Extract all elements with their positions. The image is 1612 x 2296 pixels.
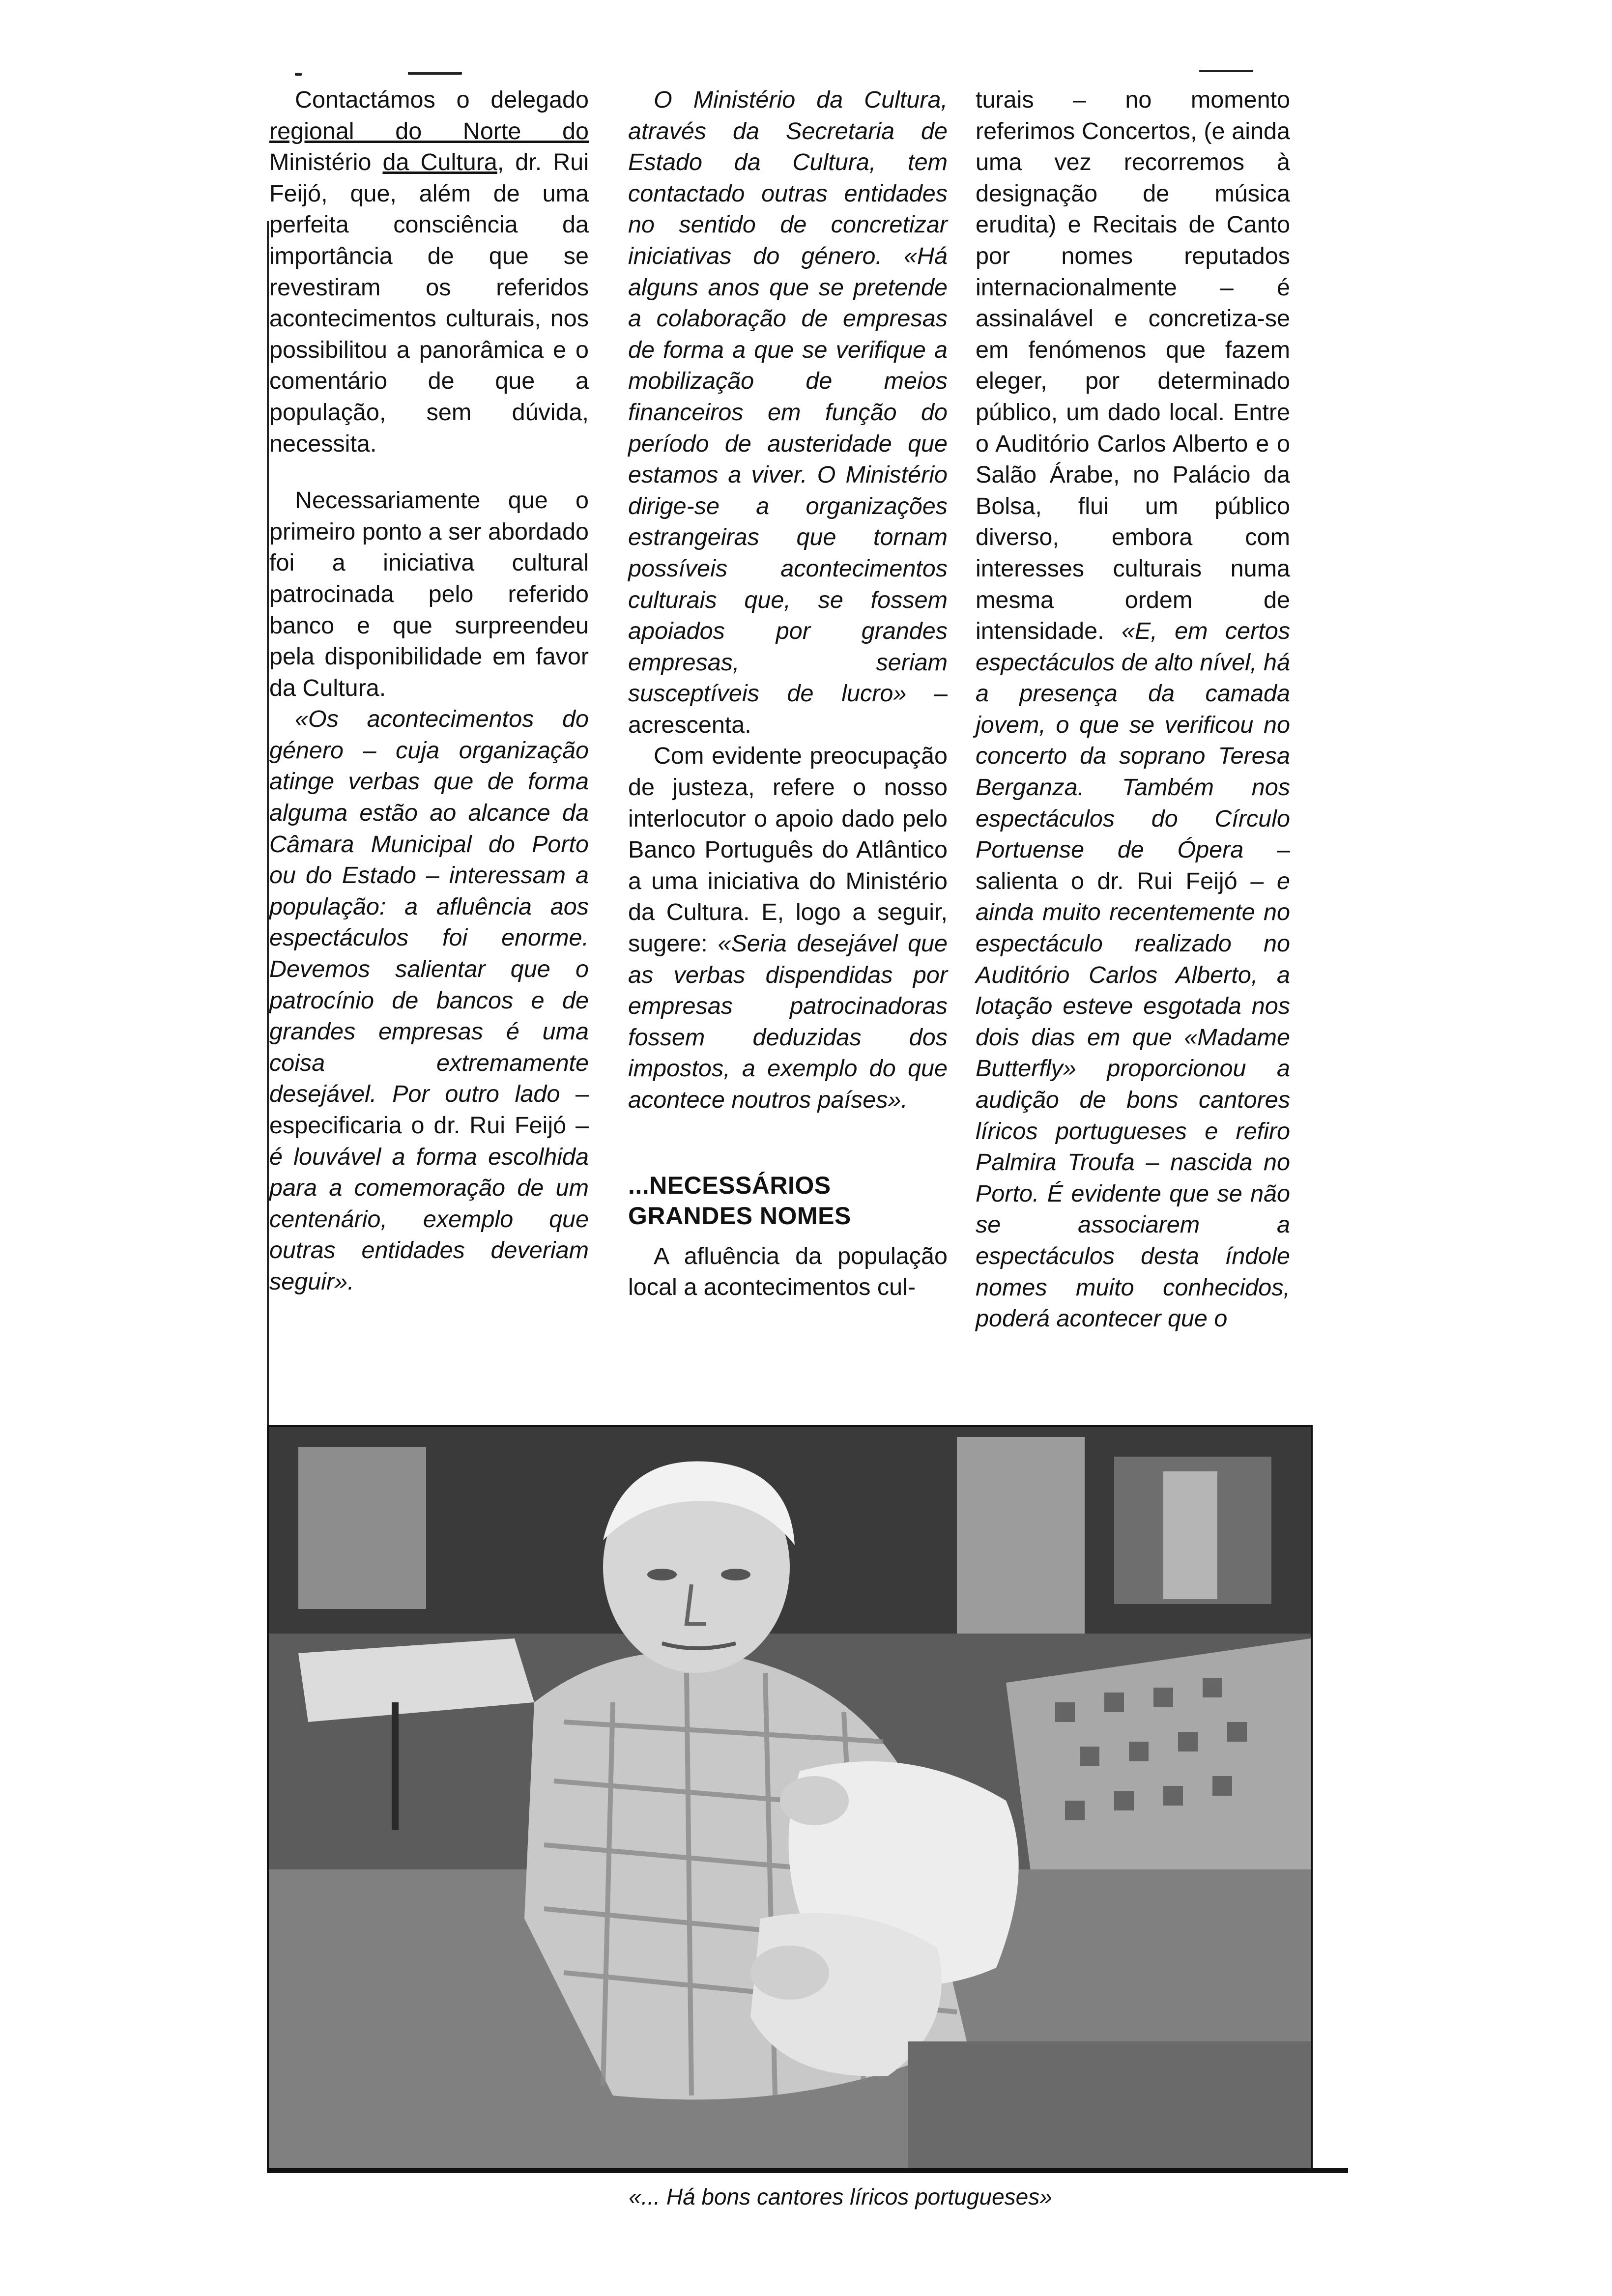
column-rule [267, 221, 269, 1425]
text-run: turais – no momento referimos Concertos, (e ainda uma vez recorremos à designação de música erudita) e Recitais de Canto por nomes reputados internacionalmente – é assinalável e concretiza-se em fenómenos que fazem eleger, por determinado público, um dado local. Entre o Auditório Carlos Alberto e o Salão Árabe, no Palácio da Bolsa, flui um público diverso, embora com interesses culturais numa mesma ordem de intensidade. [976, 86, 1290, 645]
text-run: Ministério [269, 149, 383, 176]
section-heading: ...NECESSÁRIOS GRANDES NOMES [628, 1171, 851, 1230]
handwritten-underline-text: da Cultura [382, 149, 497, 176]
text-run: – salienta o dr. Rui Feijó – [976, 836, 1290, 894]
quote-text: e ainda muito recentemente no espectáculo realizado no Auditório Carlos Alberto, a lotação esteve esgotada nos dois dias em que «Madame Butterfly» proporcionou a audição de bons cantores líricos portugueses e refiro Palmira Troufa – nascida no Porto. É evidente que se não se associarem a espectáculos desta índole nomes muito conhecidos, poderá acontecer que o [976, 867, 1290, 1332]
scan-mark [295, 73, 302, 76]
text-run: , dr. Rui Feijó, que, além de uma perfeita consciência da importância de que se revestiram os referidos acontecimentos culturais, nos possibilitou a panorâmica e o comentário de que a população, sem dúvida, necessita. [269, 149, 589, 457]
paragraph [628, 741, 948, 1116]
text-run: Com evidente preocupação de justeza, refere o nosso interlocutor o apoio dado pelo Banco Português do Atlântico a uma iniciativa do Ministério da Cultura. E, logo a seguir, sugere: [628, 743, 948, 957]
paragraph: A afluência da população local a acontecimentos cul- [628, 1242, 948, 1301]
paragraph: Necessariamente que o primeiro ponto a ser abordado foi a iniciativa cultural patrocinada pelo referido banco e que surpreendeu pela disponibilidade em favor da Cultura. [269, 487, 589, 701]
scan-mark [1199, 70, 1253, 72]
photo-illustration [269, 1427, 1311, 2170]
paragraph [269, 704, 589, 1297]
article-photo [267, 1425, 1313, 2172]
photo-caption: «... Há bons cantores líricos portugueses» [629, 2184, 1052, 2210]
quote-text: O Ministério da Cultura, através da Secretaria de Estado da Cultura, tem contactado outras entidades no sentido de concretizar iniciativas do género. «Há alguns anos que se pretende a colaboração de empresas de forma a que se verifique a mobilização de meios financeiros em função do período de austeridade que estamos a viver. O Ministério dirige-se a organizações estrangeiras que tornam possíveis acontecimentos culturais que, se fossem apoiados por grandes empresas, seriam susceptíveis de lucro» [628, 86, 948, 707]
photo-bottom-rule [267, 2168, 1348, 2173]
paragraph [976, 85, 1290, 1335]
quote-text: «E, em certos espectáculos de alto nível, há a presença da camada jovem, o que se verificou no concerto da soprano Teresa Berganza. Também nos espectáculos do Círculo Portuense de Ópera [976, 618, 1290, 863]
quote-text: «Os acontecimentos do género – cuja organização atinge verbas que de forma alguma estão ao alcance da Câmara Municipal do Porto ou do Estado – interessam a população: a afluência aos espectáculos foi enorme. Devemos salientar que o patrocínio de bancos e de grandes empresas é uma coisa extremamente desejável. Por outro lado [269, 706, 589, 1108]
article-column-1 [269, 85, 589, 1298]
text-run: – especificaria o dr. Rui Feijó – [269, 1081, 589, 1139]
scan-mark [408, 72, 462, 75]
quote-text: «Seria desejável que as verbas dispendidas por empresas patrocinadoras fossem deduzidas dos impostos, a exemplo do que acontece noutros países». [628, 930, 948, 1113]
handwritten-underline-text: regional do Norte do [269, 117, 589, 144]
text-run: – acrescenta. [628, 680, 948, 738]
article-column-2 [628, 85, 948, 1303]
paragraph [269, 85, 589, 459]
paragraph [628, 85, 948, 741]
quote-text: é louvável a forma escolhida para a comemoração de um centenário, exemplo que outras entidades deveriam seguir». [269, 1143, 589, 1295]
article-column-3 [976, 85, 1290, 1335]
text-run: Contactámos o delegado [295, 86, 589, 113]
